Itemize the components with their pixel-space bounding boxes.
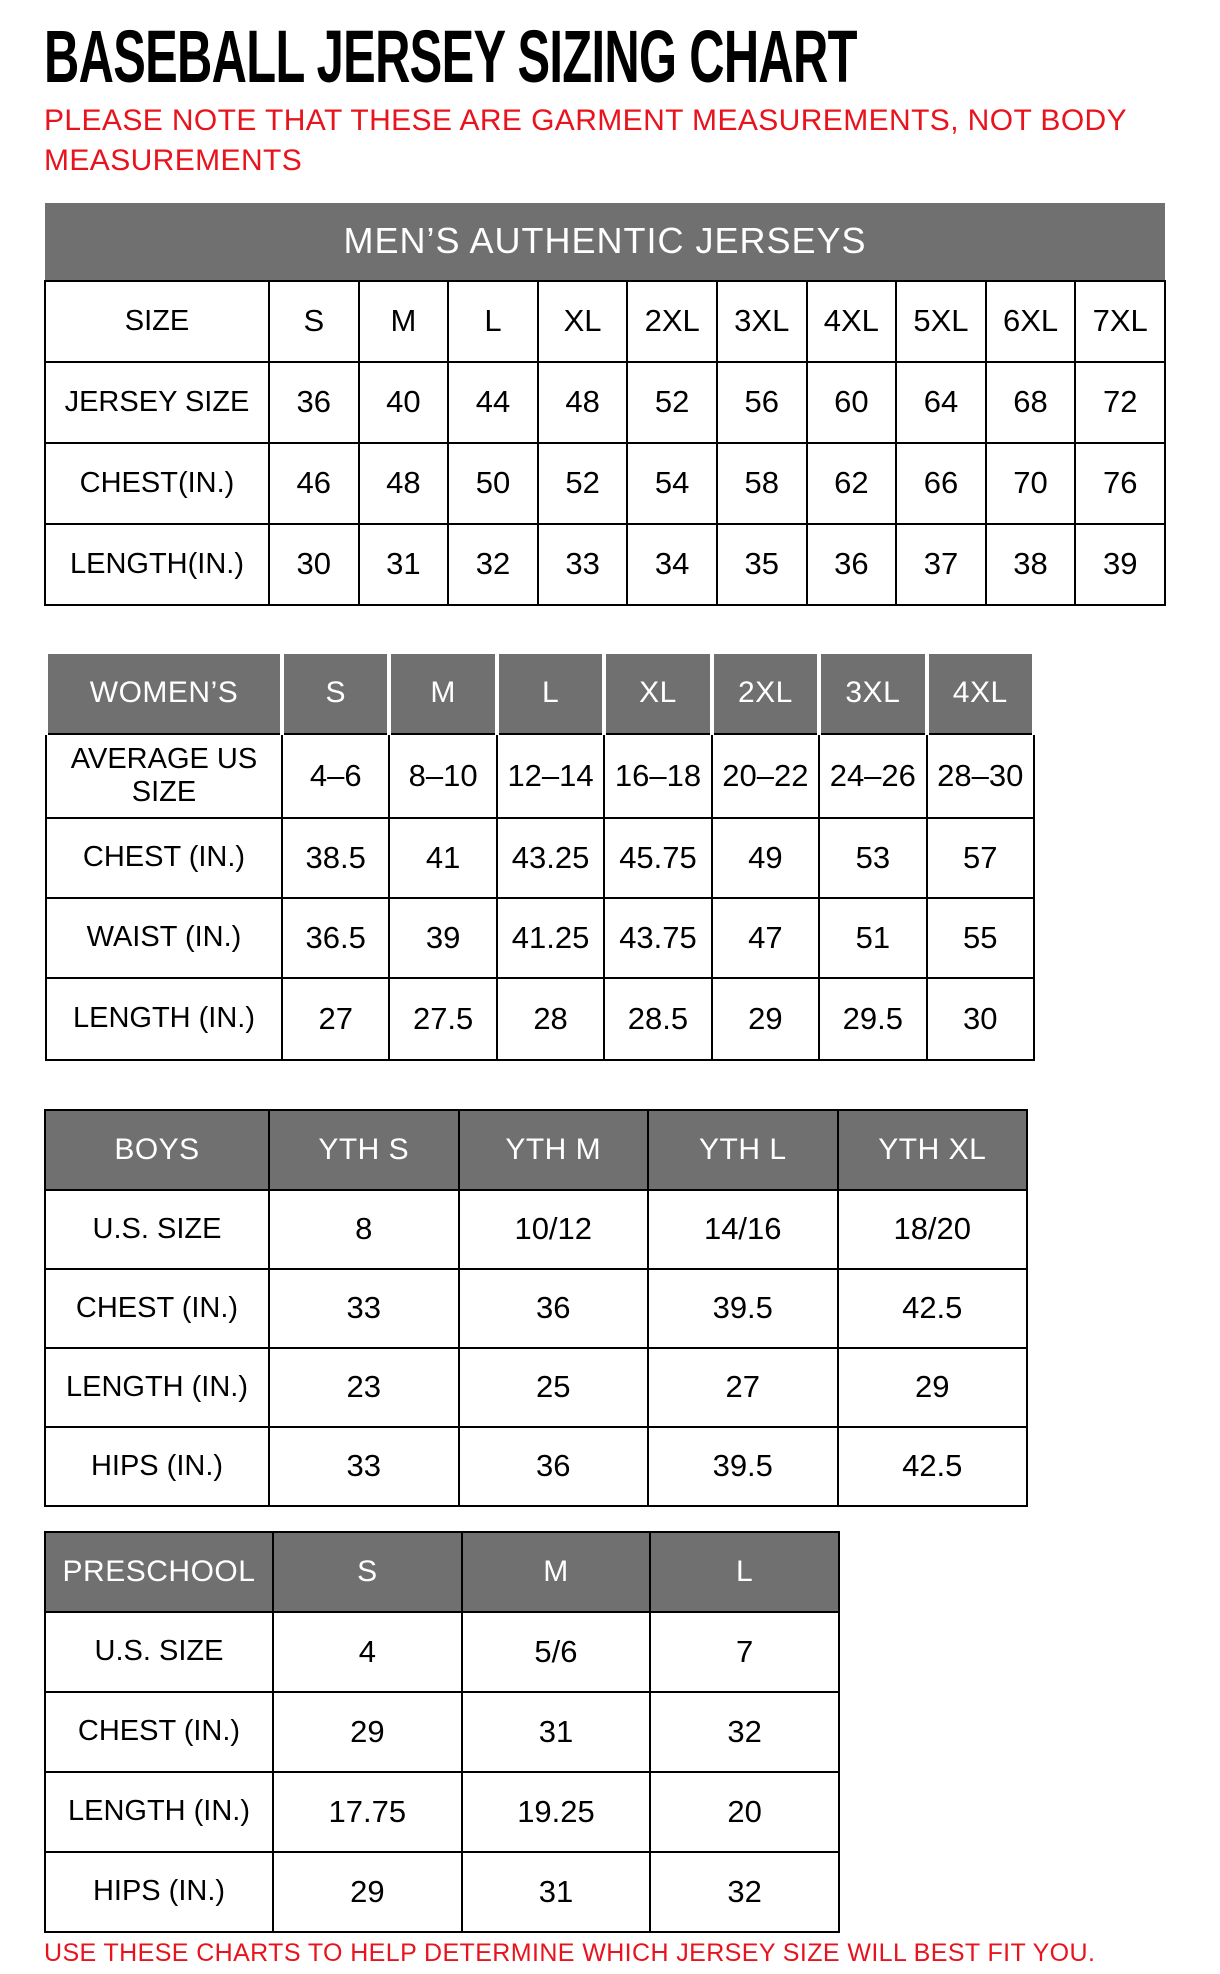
size-value-cell: 39.5	[648, 1269, 838, 1348]
size-value-cell: 36	[269, 362, 359, 443]
row-label: CHEST(IN.)	[45, 443, 269, 524]
column-header: YTH XL	[838, 1110, 1028, 1190]
row-label: LENGTH(IN.)	[45, 524, 269, 605]
size-value-cell: M	[359, 281, 449, 362]
size-value-cell: 29	[712, 978, 819, 1060]
size-value-cell: 36	[459, 1269, 649, 1348]
size-value-cell: 36	[459, 1427, 649, 1506]
size-value-cell: 50	[448, 443, 538, 524]
row-label: LENGTH (IN.)	[45, 1772, 273, 1852]
size-value-cell: 29	[273, 1852, 462, 1932]
size-value-cell: 30	[269, 524, 359, 605]
size-value-cell: 43.75	[604, 898, 711, 978]
size-value-cell: 27	[282, 978, 389, 1060]
column-header: XL	[604, 654, 711, 734]
column-header: M	[389, 654, 496, 734]
size-value-cell: 6XL	[986, 281, 1076, 362]
size-value-cell: 28.5	[604, 978, 711, 1060]
size-value-cell: 14/16	[648, 1190, 838, 1269]
size-value-cell: S	[269, 281, 359, 362]
row-label: LENGTH (IN.)	[45, 1348, 269, 1427]
row-label: SIZE	[45, 281, 269, 362]
size-value-cell: 36.5	[282, 898, 389, 978]
row-label: CHEST (IN.)	[46, 818, 282, 898]
size-value-cell: 38.5	[282, 818, 389, 898]
size-value-cell: 39	[1075, 524, 1165, 605]
size-value-cell: 53	[819, 818, 926, 898]
size-value-cell: 42.5	[838, 1427, 1028, 1506]
size-value-cell: 3XL	[717, 281, 807, 362]
preschool-sizing-table	[44, 1531, 840, 1933]
size-value-cell: 8–10	[389, 734, 496, 818]
size-value-cell: 34	[627, 524, 717, 605]
boys-header-label: BOYS	[45, 1110, 269, 1190]
table-row	[45, 1269, 1027, 1348]
size-value-cell: 41	[389, 818, 496, 898]
size-value-cell: 25	[459, 1348, 649, 1427]
size-value-cell: 12–14	[497, 734, 604, 818]
womens-header-label: WOMEN’S	[46, 654, 282, 734]
size-value-cell: XL	[538, 281, 628, 362]
size-value-cell: 16–18	[604, 734, 711, 818]
size-value-cell: 7XL	[1075, 281, 1165, 362]
size-value-cell: 32	[650, 1692, 839, 1772]
size-value-cell: 39.5	[648, 1427, 838, 1506]
column-header: S	[282, 654, 389, 734]
note-line-1: PLEASE NOTE THAT THESE ARE GARMENT MEASUREMENTS, NOT BODY	[44, 103, 1128, 137]
boys-sizing-table	[44, 1109, 1028, 1507]
column-header: L	[497, 654, 604, 734]
column-header: 3XL	[819, 654, 926, 734]
table-row	[45, 443, 1165, 524]
size-value-cell: 18/20	[838, 1190, 1028, 1269]
size-value-cell: 5/6	[462, 1612, 651, 1692]
row-label: AVERAGE US SIZE	[46, 734, 282, 818]
column-header: YTH L	[648, 1110, 838, 1190]
size-value-cell: 64	[896, 362, 986, 443]
size-value-cell: 30	[927, 978, 1034, 1060]
table-row	[46, 898, 1034, 978]
row-label: JERSEY SIZE	[45, 362, 269, 443]
size-value-cell: 44	[448, 362, 538, 443]
table-row	[45, 1612, 839, 1692]
size-value-cell: 66	[896, 443, 986, 524]
size-value-cell: 32	[650, 1852, 839, 1932]
column-header: 4XL	[927, 654, 1034, 734]
size-value-cell: 31	[462, 1852, 651, 1932]
size-value-cell: 29	[273, 1692, 462, 1772]
size-value-cell: 76	[1075, 443, 1165, 524]
size-value-cell: 38	[986, 524, 1076, 605]
table-row	[45, 362, 1165, 443]
size-value-cell: 31	[359, 524, 449, 605]
size-value-cell: 72	[1075, 362, 1165, 443]
size-value-cell: 60	[807, 362, 897, 443]
size-value-cell: 28	[497, 978, 604, 1060]
size-value-cell: 10/12	[459, 1190, 649, 1269]
size-value-cell: 4	[273, 1612, 462, 1692]
size-value-cell: 49	[712, 818, 819, 898]
size-value-cell: 4XL	[807, 281, 897, 362]
size-value-cell: 20–22	[712, 734, 819, 818]
size-value-cell: 28–30	[927, 734, 1034, 818]
column-header: S	[273, 1532, 462, 1612]
size-value-cell: 62	[807, 443, 897, 524]
page-title-text: BASEBALL JERSEY SIZING CHART	[44, 15, 857, 98]
size-value-cell: 37	[896, 524, 986, 605]
size-value-cell: 68	[986, 362, 1076, 443]
size-value-cell: 52	[627, 362, 717, 443]
table-row	[45, 281, 1165, 362]
size-value-cell: 19.25	[462, 1772, 651, 1852]
size-value-cell: 57	[927, 818, 1034, 898]
size-value-cell: 29	[838, 1348, 1028, 1427]
table-row	[46, 734, 1034, 818]
size-value-cell: 56	[717, 362, 807, 443]
preschool-header-label: PRESCHOOL	[45, 1532, 273, 1612]
garment-measurements-note	[44, 101, 1220, 181]
size-value-cell: 23	[269, 1348, 459, 1427]
row-label: U.S. SIZE	[45, 1190, 269, 1269]
size-value-cell: 5XL	[896, 281, 986, 362]
size-value-cell: 7	[650, 1612, 839, 1692]
size-value-cell: 54	[627, 443, 717, 524]
row-label: LENGTH (IN.)	[46, 978, 282, 1060]
size-value-cell: 39	[389, 898, 496, 978]
womens-sizing-table	[44, 654, 1036, 1061]
size-value-cell: 43.25	[497, 818, 604, 898]
size-value-cell: 45.75	[604, 818, 711, 898]
page-title	[44, 15, 1220, 98]
size-value-cell: 24–26	[819, 734, 926, 818]
mens-banner: MEN’S AUTHENTIC JERSEYS	[45, 203, 1165, 281]
size-value-cell: 35	[717, 524, 807, 605]
size-value-cell: 36	[807, 524, 897, 605]
size-value-cell: 46	[269, 443, 359, 524]
row-label: HIPS (IN.)	[45, 1852, 273, 1932]
size-value-cell: 8	[269, 1190, 459, 1269]
row-label: HIPS (IN.)	[45, 1427, 269, 1506]
size-value-cell: 32	[448, 524, 538, 605]
size-value-cell: 48	[538, 362, 628, 443]
size-value-cell: 33	[269, 1427, 459, 1506]
row-label: U.S. SIZE	[45, 1612, 273, 1692]
size-value-cell: 42.5	[838, 1269, 1028, 1348]
size-value-cell: 27.5	[389, 978, 496, 1060]
row-label: CHEST (IN.)	[45, 1269, 269, 1348]
footer-note: USE THESE CHARTS TO HELP DETERMINE WHICH JERSEY SIZE WILL BEST FIT YOU.	[44, 1938, 1096, 1967]
size-value-cell: 52	[538, 443, 628, 524]
table-row	[45, 1427, 1027, 1506]
size-value-cell: 40	[359, 362, 449, 443]
column-header: M	[462, 1532, 651, 1612]
size-value-cell: 17.75	[273, 1772, 462, 1852]
column-header: YTH S	[269, 1110, 459, 1190]
size-value-cell: 33	[269, 1269, 459, 1348]
size-value-cell: 55	[927, 898, 1034, 978]
size-value-cell: 58	[717, 443, 807, 524]
mens-sizing-table	[44, 203, 1166, 606]
size-value-cell: 27	[648, 1348, 838, 1427]
size-value-cell: 47	[712, 898, 819, 978]
size-value-cell: 31	[462, 1692, 651, 1772]
row-label: CHEST (IN.)	[45, 1692, 273, 1772]
size-value-cell: 29.5	[819, 978, 926, 1060]
size-value-cell: 20	[650, 1772, 839, 1852]
size-value-cell: 70	[986, 443, 1076, 524]
table-row	[45, 524, 1165, 605]
table-row	[45, 1772, 839, 1852]
table-row	[46, 978, 1034, 1060]
table-row	[46, 818, 1034, 898]
size-value-cell: 4–6	[282, 734, 389, 818]
column-header: 2XL	[712, 654, 819, 734]
table-row	[45, 1692, 839, 1772]
sizing-tables-container	[44, 203, 1220, 1933]
column-header: L	[650, 1532, 839, 1612]
size-value-cell: 41.25	[497, 898, 604, 978]
table-row	[45, 1190, 1027, 1269]
row-label: WAIST (IN.)	[46, 898, 282, 978]
size-value-cell: 2XL	[627, 281, 717, 362]
size-value-cell: 48	[359, 443, 449, 524]
size-value-cell: 51	[819, 898, 926, 978]
note-line-2: MEASUREMENTS	[44, 143, 303, 177]
size-value-cell: L	[448, 281, 538, 362]
table-row	[45, 1852, 839, 1932]
table-row	[45, 1348, 1027, 1427]
column-header: YTH M	[459, 1110, 649, 1190]
size-value-cell: 33	[538, 524, 628, 605]
